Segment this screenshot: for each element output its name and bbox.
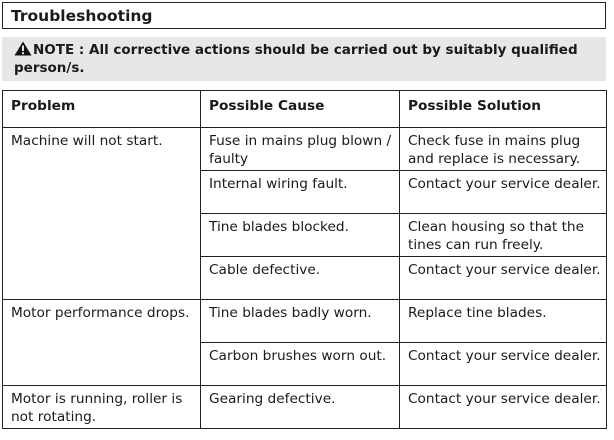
- safety-note-text: NOTE : All corrective actions should be carried out by suitably qualified person/s.: [14, 42, 578, 76]
- solution-cell: Contact your service dealer.: [400, 171, 607, 214]
- table-row: [3, 386, 607, 429]
- cause-cell: Internal wiring fault.: [201, 171, 400, 214]
- cause-cell: Tine blades badly worn.: [201, 300, 400, 343]
- section-title: [2, 2, 606, 29]
- cause-cell: Cable defective.: [201, 257, 400, 300]
- cause-cell: Fuse in mains plug blown / faulty: [201, 128, 400, 171]
- solution-cell: Contact your service dealer.: [400, 257, 607, 300]
- warning-triangle-icon: [14, 41, 32, 56]
- cause-cell: Carbon brushes worn out.: [201, 343, 400, 386]
- safety-note: [2, 37, 606, 81]
- problem-cell: Motor is running, roller is not rotating.: [3, 386, 201, 429]
- troubleshooting-table: [2, 90, 607, 429]
- cause-cell: Tine blades blocked.: [201, 214, 400, 257]
- table-header-row: [3, 91, 607, 128]
- solution-cell: Contact your service dealer.: [400, 343, 607, 386]
- solution-cell: Contact your service dealer.: [400, 386, 607, 429]
- solution-cell: Check fuse in mains plug and replace is necessary.: [400, 128, 607, 171]
- problem-cell: Machine will not start.: [3, 128, 201, 300]
- cause-cell: Gearing defective.: [201, 386, 400, 429]
- header-possible-solution: Possible Solution: [400, 91, 607, 128]
- problem-cell: Motor performance drops.: [3, 300, 201, 386]
- table-row: [3, 300, 607, 343]
- solution-cell: Replace tine blades.: [400, 300, 607, 343]
- header-possible-cause: Possible Cause: [201, 91, 400, 128]
- table-row: [3, 128, 607, 171]
- section-title-text: Troubleshooting: [11, 7, 153, 25]
- header-problem: Problem: [3, 91, 201, 128]
- solution-cell: Clean housing so that the tines can run freely.: [400, 214, 607, 257]
